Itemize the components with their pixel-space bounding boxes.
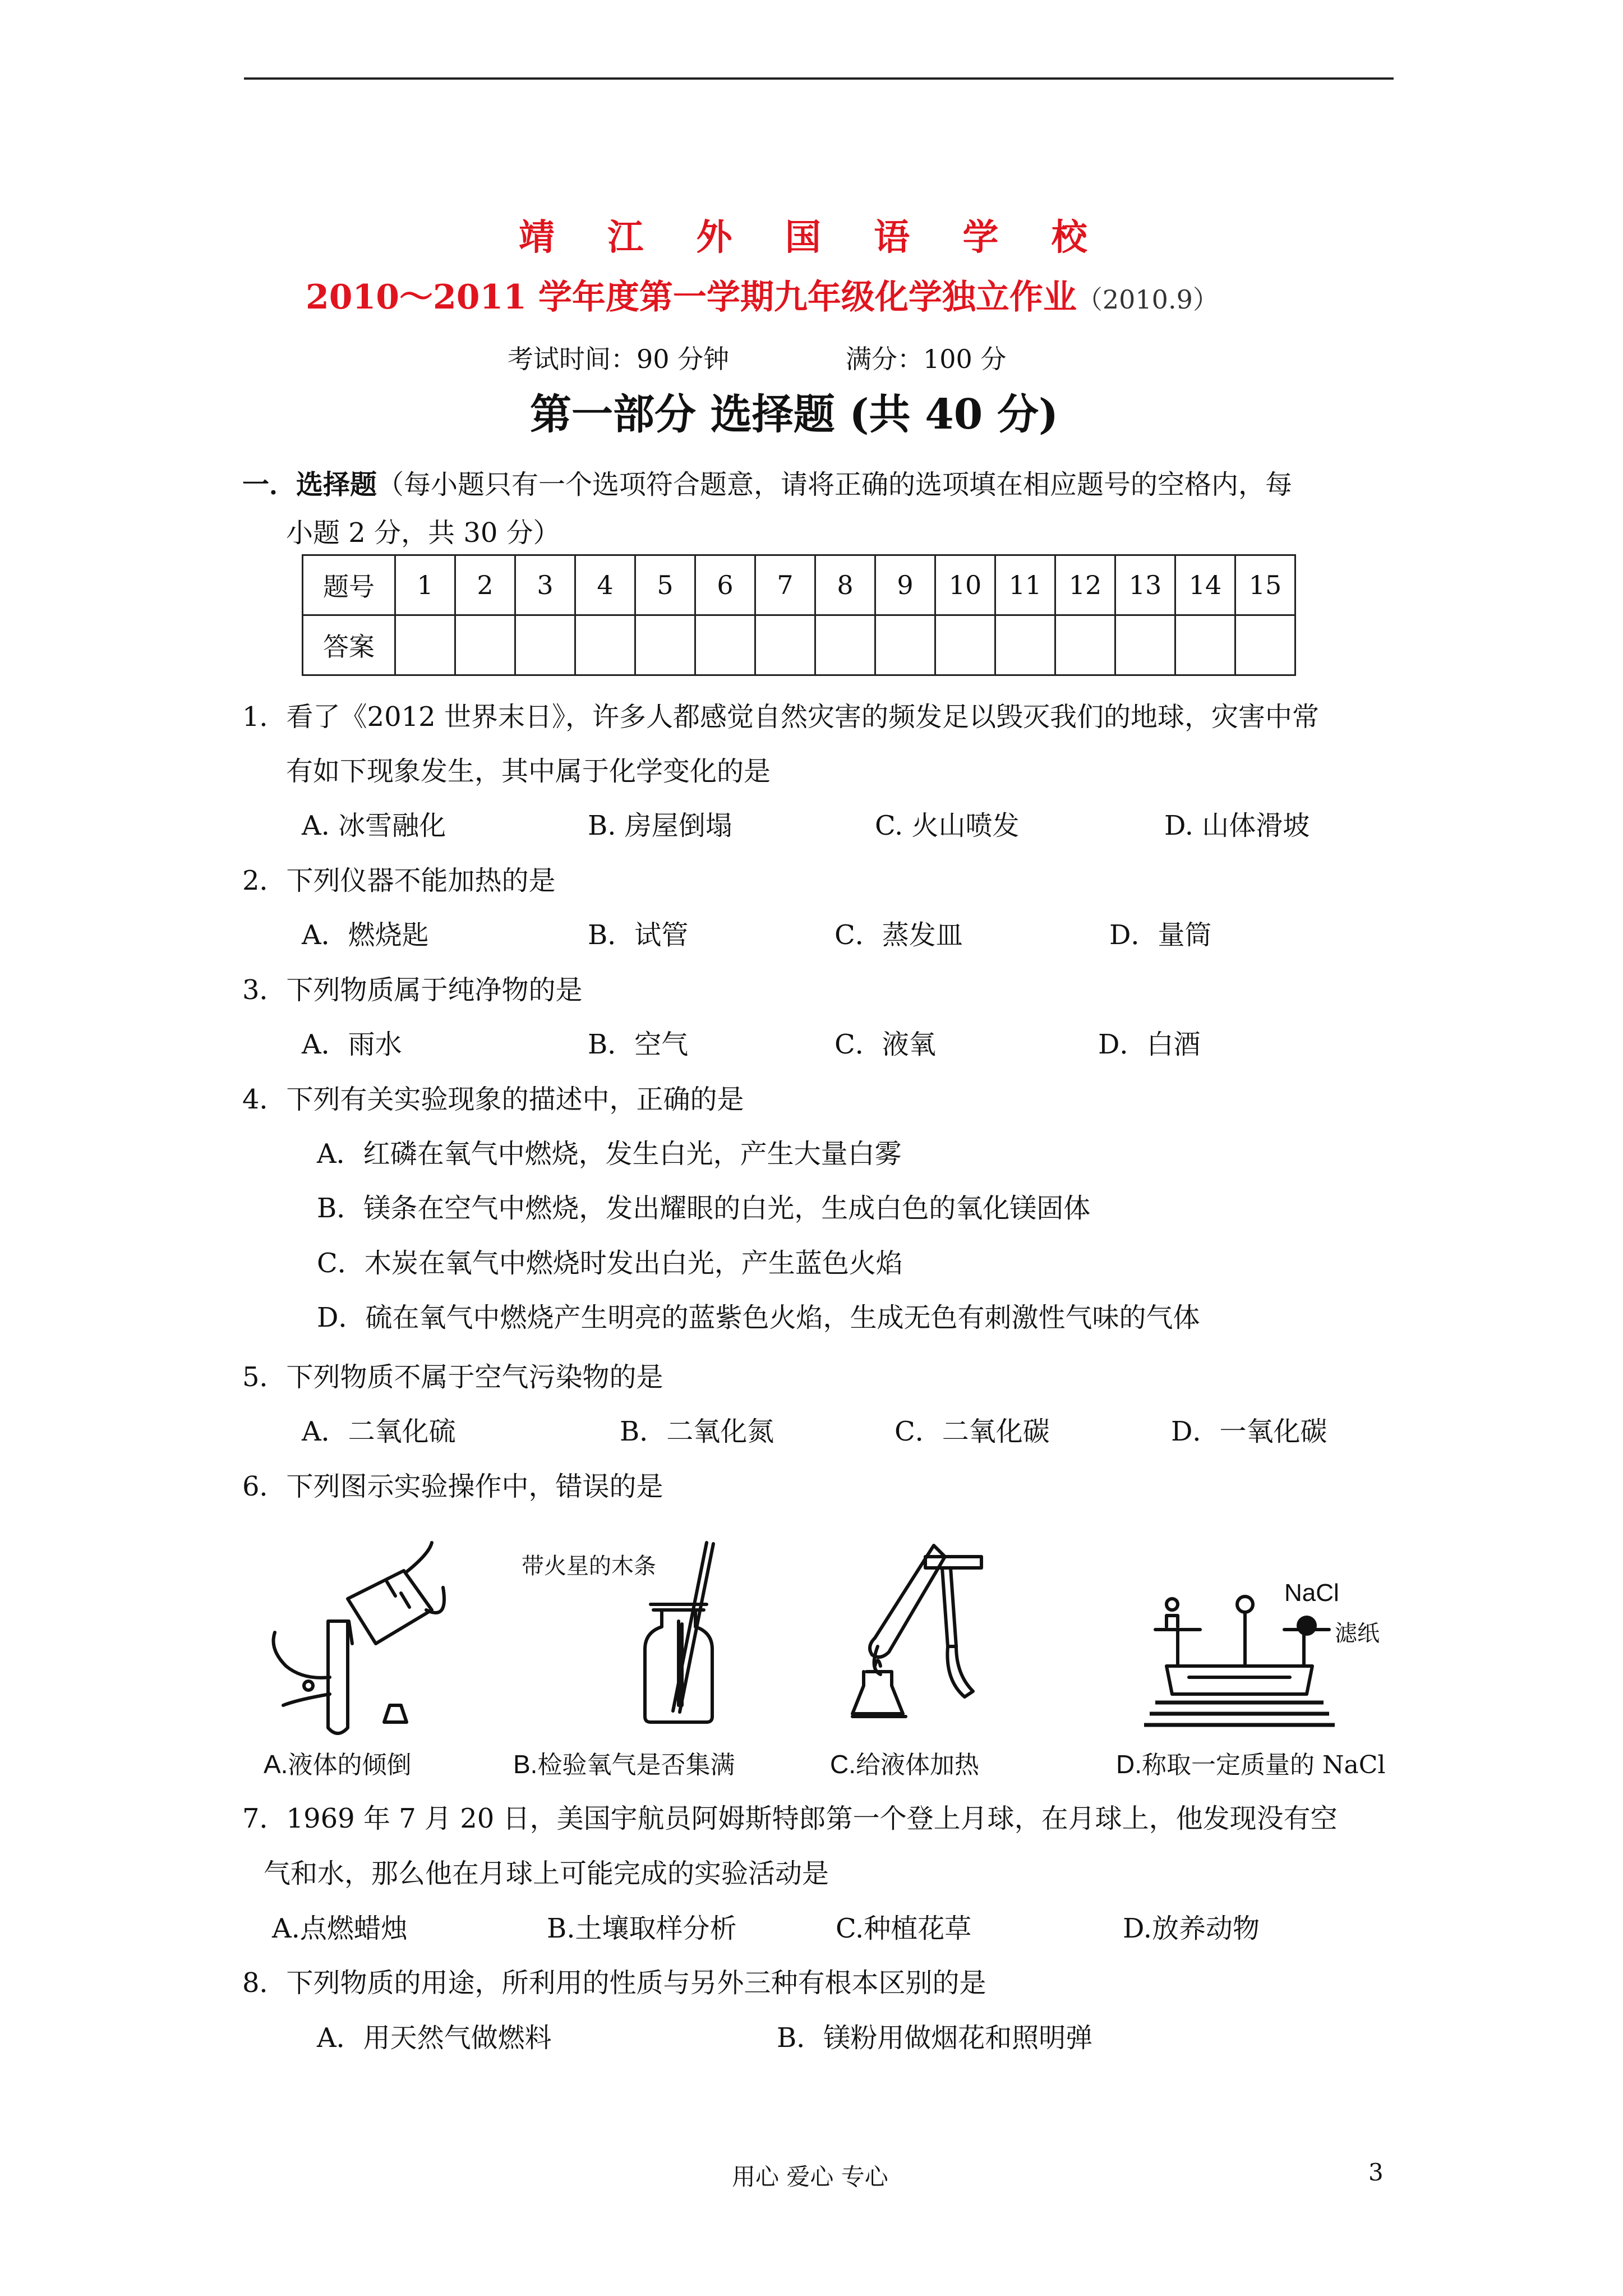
answer-cell[interactable] (455, 615, 515, 675)
answer-cell[interactable] (1175, 615, 1235, 675)
q6-option-a-letter: A. (264, 1750, 288, 1779)
exam-title-date: （2010.9） (1076, 284, 1219, 315)
section-heading (242, 468, 1292, 501)
figure-b-label: 带火星的木条 (522, 1553, 656, 1579)
question-number-cell: 14 (1175, 555, 1235, 615)
question-number-cell: 1 (395, 555, 455, 615)
answer-cell[interactable] (1235, 615, 1295, 675)
figure-heating-liquid (836, 1534, 1004, 1736)
q6-option-d-text: 称取一定质量的 NaCl (1142, 1751, 1386, 1779)
full-score: 满分：100 分 (846, 344, 1007, 374)
q4-option-a: A．红磷在氧气中燃烧，发生白光，产生大量白雾 (317, 1138, 902, 1170)
q7-stem-line1: 7．1969 年 7 月 20 日，美国宇航员阿姆斯特郎第一个登上月球，在月球上，他发现没有空 (242, 1803, 1338, 1834)
answer-cell[interactable] (1055, 615, 1115, 675)
q5-stem: 5．下列物质不属于空气污染物的是 (242, 1361, 663, 1393)
q3-option-d: D．白酒 (1098, 1029, 1201, 1060)
exam-title-text: 2010～2011 学年度第一学期九年级化学独立作业 (306, 278, 1077, 317)
q3-stem: 3．下列物质属于纯净物的是 (242, 974, 583, 1006)
q6-option-b-text: 检验氧气是否集满 (537, 1751, 735, 1779)
q5-option-d: D．一氧化碳 (1171, 1416, 1327, 1447)
figure-d-label-filter: 滤纸 (1335, 1621, 1380, 1646)
answer-cell[interactable] (935, 615, 995, 675)
q6-option-a (264, 1745, 411, 1780)
answer-table-answer-row (303, 615, 1295, 675)
section-instruction-1: （每小题只有一个选项符合题意，请将正确的选项填在相应题号的空格内，每 (377, 469, 1293, 500)
question-number-cell: 13 (1115, 555, 1175, 615)
q4-stem: 4．下列有关实验现象的描述中，正确的是 (242, 1084, 744, 1115)
answer-cell[interactable] (755, 615, 815, 675)
answer-table (302, 554, 1296, 676)
q8-stem: 8．下列物质的用途，所利用的性质与另外三种有根本区别的是 (242, 1967, 986, 1999)
figure-d-label-nacl: NaCl (1284, 1579, 1339, 1607)
q2-option-d: D．量筒 (1109, 919, 1212, 951)
answer-cell[interactable] (815, 615, 875, 675)
question-number-cell: 2 (455, 555, 515, 615)
q3-option-c: C．液氧 (834, 1029, 936, 1060)
school-name: 靖 江 外 国 语 学 校 (519, 217, 1108, 259)
q2-stem: 2．下列仪器不能加热的是 (242, 865, 556, 896)
q7-stem-line2: 气和水，那么他在月球上可能完成的实验活动是 (264, 1858, 829, 1889)
answer-cell[interactable] (515, 615, 575, 675)
q2-option-b: B．试管 (588, 919, 689, 951)
q1-stem-line2: 有如下现象发生，其中属于化学变化的是 (286, 756, 771, 787)
header-rule (244, 77, 1394, 80)
section-instruction-2: 小题 2 分，共 30 分） (286, 517, 560, 549)
question-number-cell: 6 (695, 555, 755, 615)
question-number-cell: 11 (995, 555, 1055, 615)
answer-table-header: 题号 (303, 555, 395, 615)
q7-option-a: A.点燃蜡烛 (272, 1913, 408, 1944)
section-number: 一． (242, 469, 297, 500)
q6-option-b-letter: B. (513, 1750, 538, 1779)
answer-cell[interactable] (995, 615, 1055, 675)
q8-option-a: A．用天然气做燃料 (317, 2022, 552, 2054)
q2-option-a: A．燃烧匙 (302, 919, 429, 951)
answer-cell[interactable] (575, 615, 635, 675)
q6-option-c (830, 1745, 979, 1780)
exam-time: 考试时间：90 分钟 (508, 344, 730, 374)
question-number-cell: 10 (935, 555, 995, 615)
q6-option-d-letter: D. (1116, 1750, 1142, 1779)
q6-option-b (513, 1745, 735, 1780)
answer-row-label: 答案 (303, 615, 395, 675)
q1-option-d: D. 山体滑坡 (1164, 810, 1310, 841)
q1-option-a: A. 冰雪融化 (302, 810, 446, 841)
q4-option-b: B．镁条在空气中燃烧，发出耀眼的白光，生成白色的氧化镁固体 (317, 1193, 1091, 1224)
q6-stem: 6．下列图示实验操作中，错误的是 (242, 1471, 663, 1502)
q3-option-a: A．雨水 (302, 1029, 402, 1060)
answer-cell[interactable] (395, 615, 455, 675)
q4-option-c: C．木炭在氧气中燃烧时发出白光，产生蓝色火焰 (317, 1248, 903, 1279)
q5-option-b: B．二氧化氮 (620, 1416, 774, 1447)
q7-option-b: B.土壤取样分析 (547, 1913, 737, 1944)
answer-cell[interactable] (875, 615, 935, 675)
part-heading: 第一部分 选择题 (共 40 分) (530, 390, 1059, 439)
question-number-cell: 8 (815, 555, 875, 615)
q1-option-c: C. 火山喷发 (875, 810, 1020, 841)
q5-option-a: A．二氧化硫 (302, 1416, 456, 1447)
question-number-cell: 5 (635, 555, 695, 615)
q5-option-c: C．二氧化碳 (895, 1416, 1050, 1447)
page-number: 3 (1368, 2159, 1384, 2186)
figure-balance (1144, 1582, 1335, 1739)
question-number-cell: 12 (1055, 555, 1115, 615)
figure-pouring-liquid (264, 1537, 454, 1739)
exam-title (306, 270, 1219, 319)
answer-cell[interactable] (695, 615, 755, 675)
q2-option-c: C．蒸发皿 (834, 919, 963, 951)
question-number-cell: 7 (755, 555, 815, 615)
q6-option-a-text: 液体的倾倒 (288, 1751, 412, 1779)
answer-table-number-row (303, 555, 1295, 615)
q7-option-c: C.种植花草 (836, 1913, 972, 1944)
q1-stem-line1: 1．看了《2012 世界末日》，许多人都感觉自然灾害的频发足以毁灭我们的地球，灾害中常 (242, 701, 1319, 733)
q7-option-d: D.放养动物 (1123, 1913, 1260, 1944)
q3-option-b: B．空气 (588, 1029, 689, 1060)
q8-option-b: B．镁粉用做烟花和照明弹 (777, 2022, 1093, 2054)
question-number-cell: 15 (1235, 555, 1295, 615)
question-number-cell: 4 (575, 555, 635, 615)
figure-gas-jar (628, 1537, 740, 1728)
question-number-cell: 9 (875, 555, 935, 615)
question-number-cell: 3 (515, 555, 575, 615)
footer-motto: 用心 爱心 专心 (732, 2163, 888, 2191)
q6-option-c-text: 给液体加热 (856, 1751, 979, 1779)
q4-option-d: D．硫在氧气中燃烧产生明亮的蓝紫色火焰，生成无色有刺激性气味的气体 (317, 1302, 1200, 1333)
answer-cell[interactable] (635, 615, 695, 675)
q1-option-b: B. 房屋倒塌 (588, 810, 732, 841)
answer-cell[interactable] (1115, 615, 1175, 675)
q6-option-d (1116, 1745, 1385, 1780)
q6-option-c-letter: C. (830, 1750, 856, 1779)
section-name: 选择题 (296, 469, 377, 500)
